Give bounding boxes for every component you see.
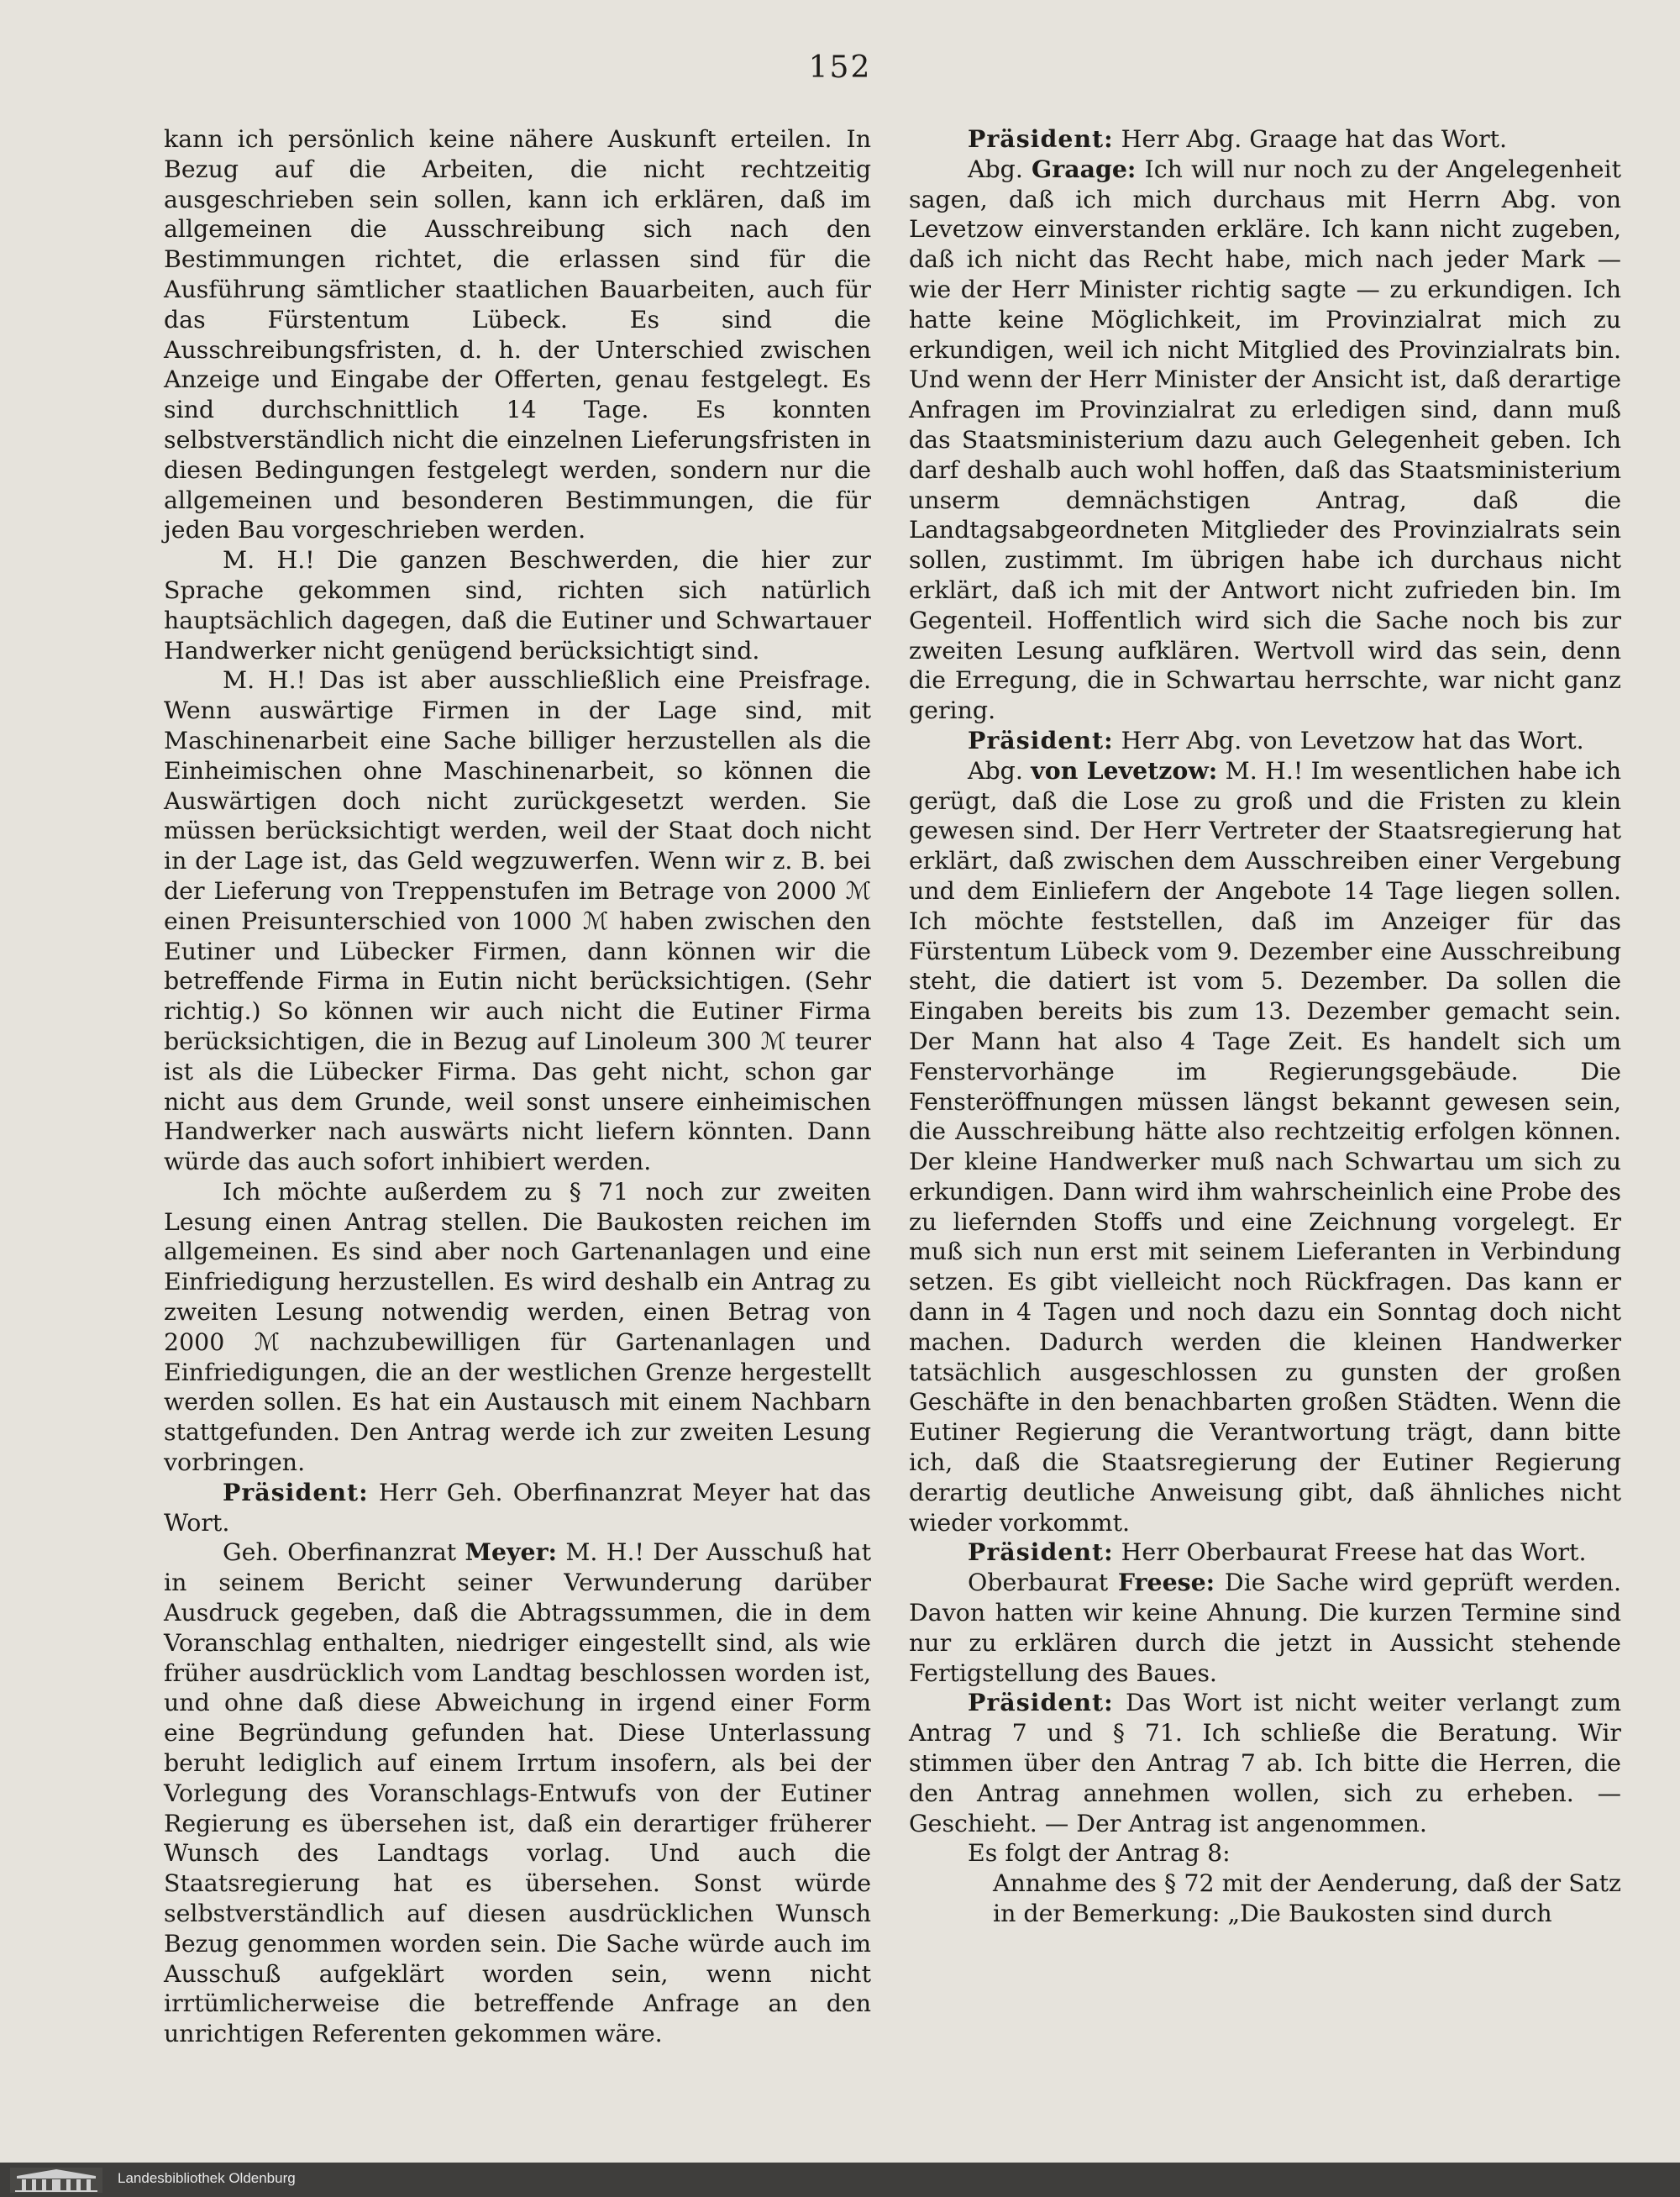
speaker-name: Präsident:	[968, 725, 1114, 754]
speaker-name: Präsident:	[223, 1477, 369, 1506]
speaker-name: Meyer:	[465, 1537, 558, 1567]
speaker-paragraph: Abg. von Levetzow: M. H.! Im wesentlichen habe ich gerügt, daß die Lose zu groß und die Fristen zu klein gewesen sind. Der Herr Vertreter der Staatsregierung hat erklärt, daß zwischen dem Ausschreiben einer Vergebung und dem Einliefern der Angebote 14 Tage liegen sollen. Ich möchte feststellen, daß im Anzeiger für das Fürstentum Lübeck vom 9. Dezember eine Ausschreibung steht, die datiert ist vom 5. Dezember. Da sollen die Eingaben bereits bis zum 13. Dezember gemacht sein. Der Mann hat also 4 Tage Zeit. Es handelt sich um Fenstervorhänge im Regierungsgebäude. Die Fensteröffnungen müssen längst bekannt gewesen sein, die Ausschreibung hätte also rechtzeitig erfolgen können. Der kleine Handwerker muß nach Schwartau um sich zu erkundigen. Dann wird ihm wahrscheinlich eine Probe des zu liefernden Stoffs und eine Zeichnung vorgelegt. Er muß sich nun erst mit seinem Lieferanten in Verbindung setzen. Es gibt vielleicht noch Rückfragen. Das kann er dann in 4 Tagen und noch dazu ein Sonntag doch nicht machen. Dadurch werden die kleinen Handwerker tatsächlich ausgeschlossen zu gunsten der großen Geschäfte in den benachbarten großen Städten. Wenn die Eutiner Regierung die Verantwortung trägt, dann bitte ich, daß die Staatsregierung der Eutiner Regierung derartig deutliche Anweisung gibt, daß ähnliches nicht wieder vorkommt.	[909, 755, 1622, 1537]
paragraph: Es folgt der Antrag 8:	[968, 1839, 1231, 1868]
speaker-name: Freese:	[1117, 1568, 1215, 1597]
speaker-paragraph: Präsident: Herr Oberbaurat Freese hat das Wort.	[968, 1537, 1587, 1567]
speaker-paragraph: Geh. Oberfinanzrat Meyer: M. H.! Der Ausschuß hat in seinem Bericht seiner Verwunderung darüber Ausdruck gegeben, daß die Abtragssummen, die in dem Voranschlag enthalten, niedriger eingestellt sind, als wie früher ausdrücklich vom Landtag beschlossen worden ist, und ohne daß diese Abweichung in irgend einer Form eine Begründung gefunden hat. Diese Unterlassung beruht lediglich auf einem Irrtum insofern, als bei der Vorlegung des Voranschlags-Entwufs von der Eutiner Regierung es übersehen ist, daß ein derartiger früherer Wunsch des Landtags vorlag. Und auch die Staatsregierung hat es übersehen. Sonst würde selbstverständlich auf diesen ausdrücklichen Wunsch Bezug genommen worden sein. Die Sache würde auch im Ausschuß aufgeklärt worden sein, wenn nicht irrtümlicherweise die betreffende Anfrage an den unrichtigen Referenten gekommen wäre.	[164, 1537, 871, 2048]
speaker-name: Graage:	[1031, 154, 1137, 183]
speaker-paragraph: Präsident: Herr Abg. von Levetzow hat das Wort.	[968, 725, 1584, 754]
speaker-name: Präsident:	[968, 124, 1114, 153]
speaker-paragraph: Präsident: Herr Geh. Oberfinanzrat Meyer hat das Wort.	[164, 1477, 871, 1537]
speaker-paragraph: Oberbaurat Freese: Die Sache wird geprüft werden. Davon hatten wir keine Ahnung. Die kurzen Termine sind nur zu erklären durch die jetzt in Aussicht stehende Fertigstellung des Baues.	[909, 1568, 1622, 1687]
paragraph: M. H.! Das ist aber ausschließlich eine Preisfrage. Wenn auswärtige Firmen in der Lage sind, mit Maschinenarbeit eine Sache billiger herzustellen als die Einheimischen ohne Maschinenarbeit, so können die Auswärtigen doch nicht zurückgesetzt werden. Sie müssen berücksichtigt werden, weil der Staat doch nicht in der Lage ist, das Geld wegzuwerfen. Wenn wir z. B. bei der Lieferung von Treppenstufen im Betrage von 2000 ℳ einen Preisunterschied von 1000 ℳ haben zwischen den Eutiner und Lübecker Firmen, dann können wir die betreffende Firma in Eutin nicht berücksichtigen. (Sehr richtig.) So können wir auch nicht die Eutiner Firma berücksichtigen, die in Bezug auf Linoleum 300 ℳ teurer ist als die Lübecker Firma. Das geht nicht, schon gar nicht aus dem Grunde, weil sonst unsere einheimischen Handwerker nach auswärts nicht liefern könnten. Dann würde das auch sofort inhibiert werden.	[164, 666, 871, 1176]
page-number: 152	[808, 50, 872, 85]
paragraph: kann ich persönlich keine nähere Auskunft erteilen. In Bezug auf die Arbeiten, die nicht rechtzeitig ausgeschrieben sein sollen, kann ich erklären, daß im allgemeinen die Ausschreibung sich nach den Bestimmungen richtet, die erlassen sind für die Ausführung sämtlicher staatlichen Bauarbeiten, auch für das Fürstentum Lübeck. Es sind die Ausschreibungsfristen, d. h. der Unterschied zwischen Anzeige und Eingabe der Offerten, genau festgelegt. Es sind durchschnittlich 14 Tage. Es konnten selbstverständlich nicht die einzelnen Lieferungsfristen in diesen Bedingungen festgelegt werden, sondern nur die allgemeinen und besonderen Bestimmungen, die für jeden Bau vorgeschrieben werden.	[164, 125, 871, 544]
speaker-paragraph: Abg. Graage: Ich will nur noch zu der Angelegenheit sagen, daß ich mich durchaus mit Herrn Abg. von Levetzow einverstanden erkläre. Ich kann nicht zugeben, daß ich nicht das Recht habe, mich nach jeder Mark — wie der Herr Minister richtig sagte — zu erkundigen. Ich hatte keine Möglichkeit, im Provinzialrat mich zu erkundigen, weil ich nicht Mitglied des Provinzialrats bin. Und wenn der Herr Minister der Ansicht ist, daß derartige Anfragen im Provinzialrat zu erledigen sind, dann muß das Staatsministerium dazu auch Gelegenheit geben. Ich darf deshalb auch wohl hoffen, daß das Staatsministerium unserm demnächstigen Antrag, daß die Landtagsabgeordneten Mitglieder des Provinzialrats sein sollen, zustimmt. Im übrigen habe ich durchaus nicht erklärt, daß ich mit der Antwort nicht zufrieden bin. Im Gegenteil. Hoffentlich wird sich die Sache noch bis zur zweiten Lesung aufklären. Wertvoll wird das sein, denn die Erregung, die in Schwartau herrschte, war nicht ganz gering.	[909, 154, 1621, 725]
paragraph: M. H.! Die ganzen Beschwerden, die hier zur Sprache gekommen sind, richten sich natürlich hauptsächlich dagegen, daß die Eutiner und Schwartauer Handwerker nicht genügend berücksichtigt sind.	[164, 546, 871, 665]
speaker-name: Präsident:	[968, 1688, 1114, 1717]
left-column	[164, 124, 871, 2049]
right-column	[909, 124, 1621, 1929]
footer-bar	[0, 2163, 1680, 2197]
motion-text: Annahme des § 72 mit der Aenderung, daß der Satz in der Bemerkung: „Die Baukosten sind durch	[993, 1869, 1621, 1928]
library-name: Landesbibliothek Oldenburg	[118, 2170, 296, 2186]
library-building-icon	[10, 2168, 102, 2193]
speaker-paragraph: Präsident: Herr Abg. Graage hat das Wort.	[968, 124, 1508, 153]
speaker-name: von Levetzow:	[1031, 755, 1218, 785]
paragraph: Ich möchte außerdem zu § 71 noch zur zweiten Lesung einen Antrag stellen. Die Baukosten reichen im allgemeinen. Es sind aber noch Gartenanlagen und eine Einfriedigung herzustellen. Es wird deshalb ein Antrag zu zweiten Lesung notwendig werden, einen Betrag von 2000 ℳ nachzubewilligen für Gartenanlagen und Einfriedigungen, die an der westlichen Grenze hergestellt werden sollen. Es hat ein Austausch mit einem Nachbarn stattgefunden. Den Antrag werde ich zur zweiten Lesung vorbringen.	[164, 1177, 871, 1477]
speaker-paragraph: Präsident: Das Wort ist nicht weiter verlangt zum Antrag 7 und § 71. Ich schließe die Beratung. Wir stimmen über den Antrag 7 ab. Ich bitte die Herren, die den Antrag annehmen wollen, sich zu erheben. — Geschieht. — Der Antrag ist angenommen.	[909, 1688, 1621, 1837]
speaker-name: Präsident:	[968, 1537, 1114, 1567]
